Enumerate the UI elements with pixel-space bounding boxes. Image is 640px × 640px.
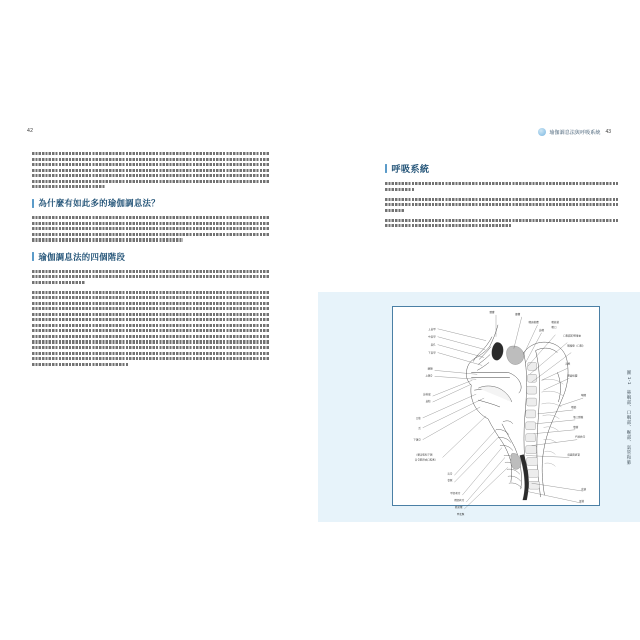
figure-label: 上頜骨 [425, 374, 433, 378]
figure-label: 口腔 [415, 416, 421, 420]
figure-label: 硬顎 [427, 367, 433, 371]
figure-label: （頦舌肌和下頜 [414, 453, 433, 457]
figure-caption: 圖 1-1 鼻咽部、口咽部、喉部、氣管和肺 [627, 370, 632, 465]
figure-label: 中鼻甲 [428, 335, 436, 339]
figure-label: 聲帶 [573, 425, 579, 429]
paragraph-p3 [32, 270, 275, 284]
paragraph-rp2 [385, 198, 628, 212]
figure-label: 食道 [581, 488, 587, 492]
running-head-right [538, 128, 611, 136]
figure-label: 舌骨肌形成口腔底） [414, 458, 438, 462]
figure-label: 鼻前庭 [423, 393, 431, 397]
figure-box [392, 306, 600, 516]
section-heading-label: 為什麼有如此多的瑜伽調息法？ [38, 198, 160, 209]
heading-rule-icon [385, 164, 387, 173]
section-heading-label: 瑜伽調息法的四個階段 [38, 251, 126, 262]
right-page-text-column [385, 152, 628, 234]
figure-label: 杓狀軟骨 [575, 435, 586, 439]
figure-label: 食道與氣管 [567, 453, 580, 457]
figure-label: 鼻腔 [425, 400, 431, 404]
respiratory-anatomy-diagram [393, 307, 599, 516]
page-number-left: 42 [27, 128, 34, 134]
running-head-title: 瑜伽調息法與呼吸系統 [549, 129, 601, 136]
figure-label: 舌 [418, 426, 421, 430]
paragraph-rp1 [385, 182, 628, 191]
figure-label: 會厭 [447, 479, 453, 483]
figure-label: 舌骨 [447, 472, 453, 476]
left-page-text-column [32, 152, 275, 373]
heading-rule-icon [32, 252, 34, 261]
figure-label: 下頜骨 [413, 438, 421, 442]
figure-label: 環狀軟骨 [454, 499, 465, 503]
paragraph-p4 [32, 291, 275, 366]
section-heading-label: 呼吸系統 [391, 164, 430, 174]
figure-label: 第三頸椎 [573, 415, 584, 419]
figure-label: 額竇 [489, 310, 495, 314]
section-heading-four-stages [32, 251, 275, 263]
figure-label: 咽口 [551, 325, 557, 329]
heading-rule-icon [32, 199, 34, 208]
page-number-right: 43 [605, 129, 611, 135]
section-heading-why-many-pranayama [32, 197, 275, 209]
figure-label: 腭扁桃體 [567, 374, 578, 378]
figure-label: 甲狀腺 [456, 512, 465, 516]
figure-label: 鼻咽 [539, 328, 545, 332]
decorative-dot-icon [538, 128, 546, 136]
paragraph-p1 [32, 152, 275, 188]
figure-label: 蝶竇 [515, 312, 521, 316]
figure-label: 咽鼓管 [551, 320, 559, 324]
paragraph-p2 [32, 216, 275, 241]
figure-label: 下鼻甲 [428, 351, 436, 355]
figure-label: 甲狀軟骨 [450, 492, 461, 496]
figure-label: 氣管環 [454, 505, 463, 509]
figure-label: 口咽部的懸雍垂 [563, 334, 581, 338]
figure-label: 咽扁桃體 [528, 320, 539, 324]
figure-label: 咽後壁（口咽） [567, 344, 585, 348]
figure-label: 咽部 [571, 405, 577, 409]
figure-label: 鼻孔 [430, 343, 436, 347]
figure-label: 舌根 [565, 362, 571, 366]
paragraph-rp3 [385, 219, 628, 228]
figure-label: 上鼻甲 [428, 327, 436, 331]
figure-panel [318, 292, 640, 522]
section-heading-respiratory-system [385, 161, 628, 175]
figure-label: 氣管 [579, 500, 585, 504]
figure-label: 喉咽 [581, 394, 587, 398]
